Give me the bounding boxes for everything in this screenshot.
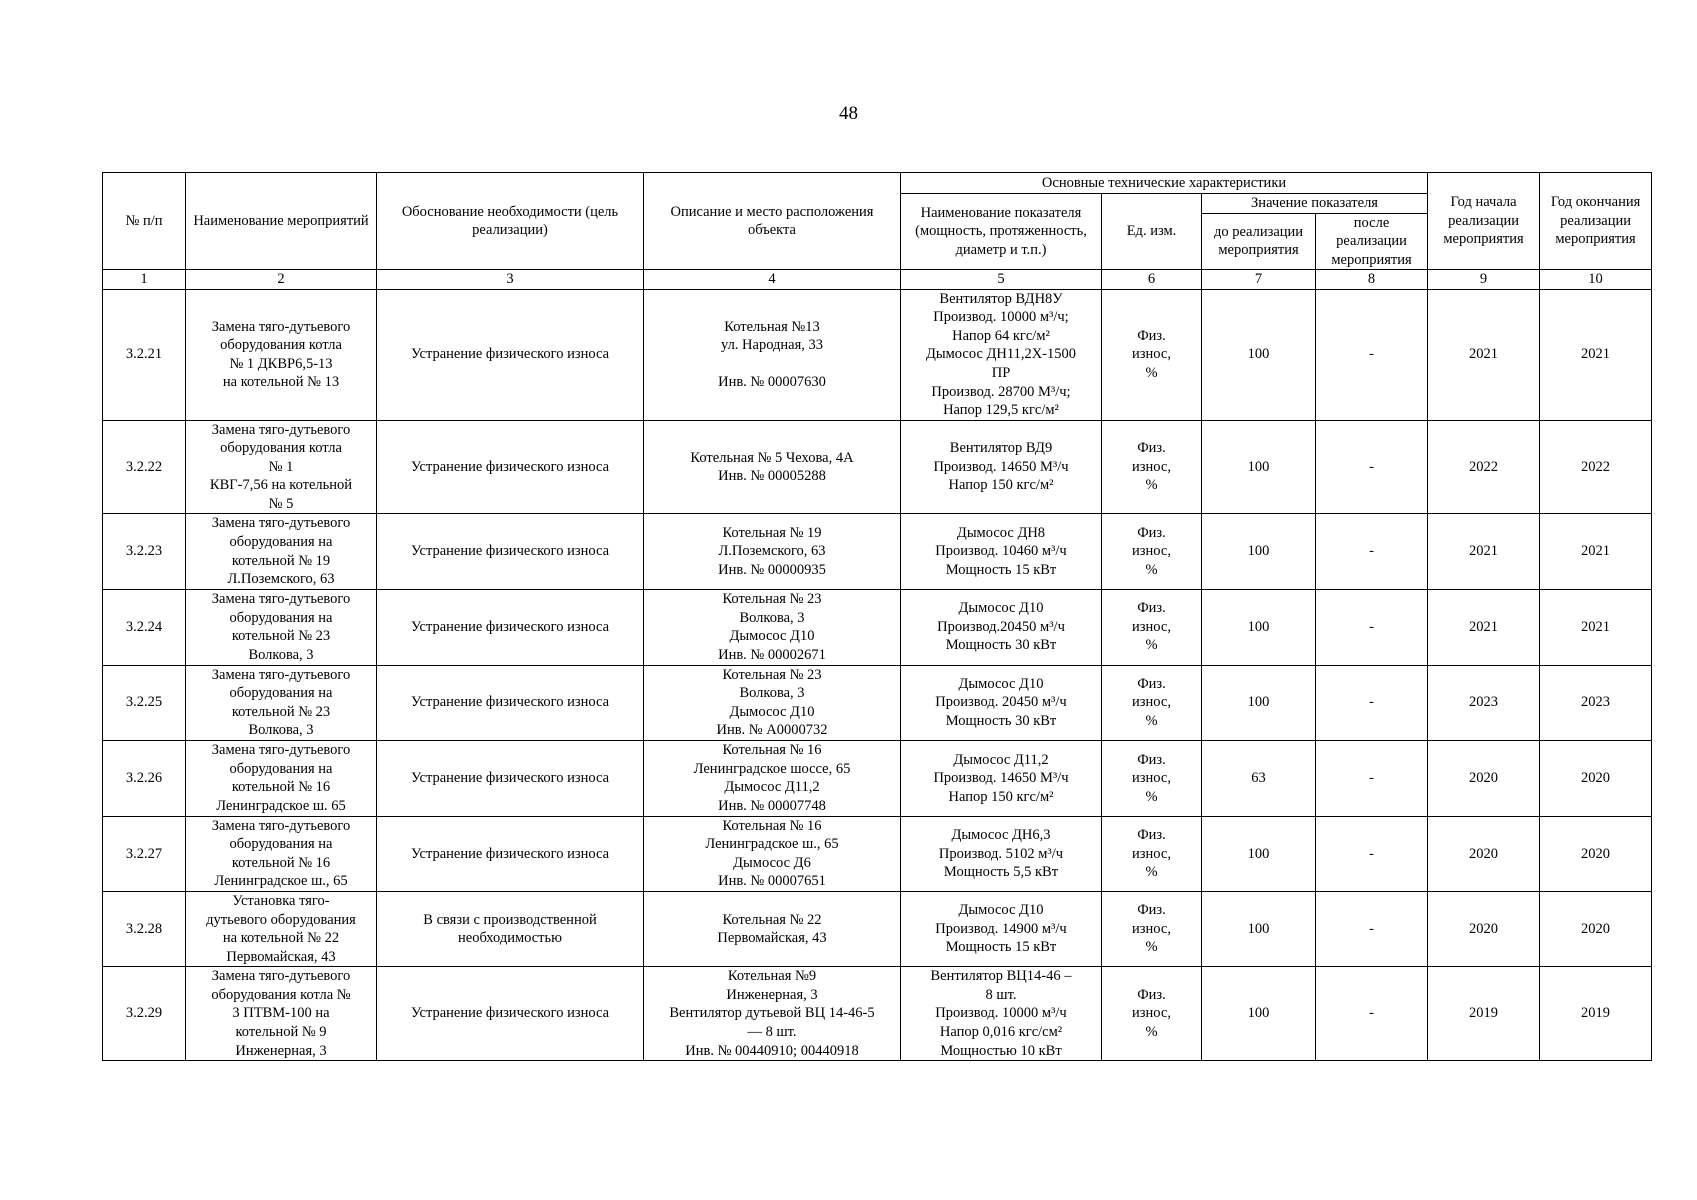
start-year: 2020 [1428,892,1540,967]
table-row [103,665,1652,740]
technical-measures-table [102,172,1652,1061]
reason: В связи с производственной необходимостью [377,892,644,967]
measure-name: Замена тяго-дутьевого оборудования на котельной № 16 Ленинградское ш., 65 [186,816,377,891]
unit: Физ. износ, % [1102,514,1202,589]
end-year: 2020 [1540,892,1652,967]
header-location: Описание и место расположения объекта [644,173,901,270]
location: Котельная № 5 Чехова, 4А Инв. № 00005288 [644,420,901,514]
row-number: 3.2.25 [103,665,186,740]
value-before: 100 [1202,816,1316,891]
table-row [103,289,1652,420]
end-year: 2019 [1540,967,1652,1061]
start-year: 2019 [1428,967,1540,1061]
location: Котельная № 19 Л.Поземского, 63 Инв. № 00000935 [644,514,901,589]
end-year: 2021 [1540,589,1652,665]
value-after: - [1316,665,1428,740]
reason: Устранение физического износа [377,967,644,1061]
column-number: 2 [186,270,377,290]
table-row [103,589,1652,665]
reason: Устранение физического износа [377,514,644,589]
unit: Физ. износ, % [1102,420,1202,514]
end-year: 2021 [1540,289,1652,420]
header-main-characteristics: Основные технические характеристики [901,173,1428,194]
unit: Физ. износ, % [1102,967,1202,1061]
reason: Устранение физического износа [377,740,644,816]
start-year: 2021 [1428,514,1540,589]
reason: Устранение физического износа [377,816,644,891]
table-row [103,514,1652,589]
indicator: Дымосос Д10 Производ. 20450 м³/ч Мощность 30 кВт [901,665,1102,740]
header-indicator-value: Значение показателя [1202,194,1428,214]
column-number: 3 [377,270,644,290]
table-row [103,816,1652,891]
measure-name: Замена тяго-дутьевого оборудования котла № 1 ДКВР6,5-13 на котельной № 13 [186,289,377,420]
column-number: 5 [901,270,1102,290]
location: Котельная № 16 Ленинградское ш., 65 Дымосос Д6 Инв. № 00007651 [644,816,901,891]
value-after: - [1316,514,1428,589]
indicator: Дымосос Д10 Производ. 14900 м³/ч Мощность 15 кВт [901,892,1102,967]
column-number: 1 [103,270,186,290]
value-before: 100 [1202,289,1316,420]
header-end-year: Год окончания реализации мероприятия [1540,173,1652,270]
row-number: 3.2.23 [103,514,186,589]
indicator: Вентилятор ВД9 Производ. 14650 М³/ч Напор 150 кгс/м² [901,420,1102,514]
unit: Физ. износ, % [1102,816,1202,891]
header-number: № п/п [103,173,186,270]
table-row [103,740,1652,816]
location: Котельная № 22 Первомайская, 43 [644,892,901,967]
row-number: 3.2.21 [103,289,186,420]
row-number: 3.2.22 [103,420,186,514]
column-number: 10 [1540,270,1652,290]
indicator: Вентилятор ВЦ14-46 – 8 шт. Производ. 10000 м³/ч Напор 0,016 кгс/см² Мощностью 10 кВт [901,967,1102,1061]
value-before: 100 [1202,420,1316,514]
location: Котельная № 23 Волкова, 3 Дымосос Д10 Инв. № 00002671 [644,589,901,665]
reason: Устранение физического износа [377,420,644,514]
column-number: 4 [644,270,901,290]
column-number: 6 [1102,270,1202,290]
reason: Устранение физического износа [377,665,644,740]
measure-name: Замена тяго-дутьевого оборудования котла № 3 ПТВМ-100 на котельной № 9 Инженерная, 3 [186,967,377,1061]
column-number: 7 [1202,270,1316,290]
indicator: Дымосос Д10 Производ.20450 м³/ч Мощность 30 кВт [901,589,1102,665]
page-number: 48 [839,103,858,124]
table-row [103,892,1652,967]
header-unit: Ед. изм. [1102,194,1202,270]
header-before: до реализации мероприятия [1202,213,1316,270]
start-year: 2021 [1428,289,1540,420]
location: Котельная №13 ул. Народная, 33 Инв. № 00007630 [644,289,901,420]
value-before: 100 [1202,514,1316,589]
column-number: 8 [1316,270,1428,290]
table-row [103,420,1652,514]
measure-name: Установка тяго- дутьевого оборудования на котельной № 22 Первомайская, 43 [186,892,377,967]
column-number: 9 [1428,270,1540,290]
unit: Физ. износ, % [1102,665,1202,740]
value-after: - [1316,892,1428,967]
value-after: - [1316,740,1428,816]
header-measure-name: Наименование мероприятий [186,173,377,270]
end-year: 2022 [1540,420,1652,514]
unit: Физ. износ, % [1102,892,1202,967]
start-year: 2020 [1428,816,1540,891]
location: Котельная № 23 Волкова, 3 Дымосос Д10 Инв. № А0000732 [644,665,901,740]
row-number: 3.2.26 [103,740,186,816]
header-after: после реализации мероприятия [1316,213,1428,270]
column-numbers-row [103,270,1652,290]
row-number: 3.2.24 [103,589,186,665]
header-start-year: Год начала реализации мероприятия [1428,173,1540,270]
start-year: 2022 [1428,420,1540,514]
value-after: - [1316,816,1428,891]
indicator: Дымосос ДН8 Производ. 10460 м³/ч Мощность 15 кВт [901,514,1102,589]
unit: Физ. износ, % [1102,589,1202,665]
reason: Устранение физического износа [377,589,644,665]
measure-name: Замена тяго-дутьевого оборудования на котельной № 16 Ленинградское ш. 65 [186,740,377,816]
measure-name: Замена тяго-дутьевого оборудования котла № 1 КВГ-7,56 на котельной № 5 [186,420,377,514]
value-after: - [1316,420,1428,514]
value-after: - [1316,289,1428,420]
start-year: 2020 [1428,740,1540,816]
header-reason: Обоснование необходимости (цель реализации) [377,173,644,270]
indicator: Дымосос ДН6,3 Производ. 5102 м³/ч Мощность 5,5 кВт [901,816,1102,891]
row-number: 3.2.29 [103,967,186,1061]
location: Котельная № 16 Ленинградское шоссе, 65 Дымосос Д11,2 Инв. № 00007748 [644,740,901,816]
location: Котельная №9 Инженерная, 3 Вентилятор дутьевой ВЦ 14-46-5 — 8 шт. Инв. № 00440910; 00440918 [644,967,901,1061]
indicator: Дымосос Д11,2 Производ. 14650 М³/ч Напор 150 кгс/м² [901,740,1102,816]
table-header [103,173,1652,290]
value-before: 63 [1202,740,1316,816]
end-year: 2021 [1540,514,1652,589]
reason: Устранение физического износа [377,289,644,420]
start-year: 2021 [1428,589,1540,665]
table-row [103,967,1652,1061]
end-year: 2023 [1540,665,1652,740]
row-number: 3.2.27 [103,816,186,891]
measure-name: Замена тяго-дутьевого оборудования на котельной № 23 Волкова, 3 [186,589,377,665]
start-year: 2023 [1428,665,1540,740]
header-indicator-name: Наименование показателя (мощность, протяженность, диаметр и т.п.) [901,194,1102,270]
end-year: 2020 [1540,816,1652,891]
value-before: 100 [1202,589,1316,665]
value-before: 100 [1202,892,1316,967]
value-before: 100 [1202,967,1316,1061]
unit: Физ. износ, % [1102,740,1202,816]
value-after: - [1316,967,1428,1061]
indicator: Вентилятор ВДН8У Производ. 10000 м³/ч; Напор 64 кгс/м² Дымосос ДН11,2Х-1500 ПР Производ. 28700 М³/ч; Напор 129,5 кгс/м² [901,289,1102,420]
measure-name: Замена тяго-дутьевого оборудования на котельной № 23 Волкова, 3 [186,665,377,740]
end-year: 2020 [1540,740,1652,816]
unit: Физ. износ, % [1102,289,1202,420]
row-number: 3.2.28 [103,892,186,967]
measure-name: Замена тяго-дутьевого оборудования на котельной № 19 Л.Поземского, 63 [186,514,377,589]
value-after: - [1316,589,1428,665]
value-before: 100 [1202,665,1316,740]
